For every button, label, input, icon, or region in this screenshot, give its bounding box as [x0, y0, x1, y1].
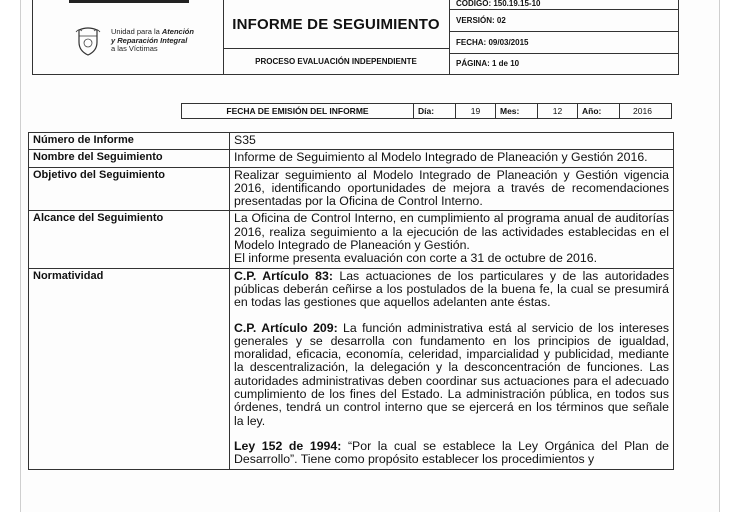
logo-line-1: Unidad para la	[111, 27, 160, 36]
report-info-table	[28, 132, 674, 470]
alcance-paragraph-2: El informe presenta evaluación con corte a 31 de octubre de 2016.	[234, 251, 597, 266]
date-label: FECHA: 09/03/2015	[449, 32, 678, 54]
row-value: Realizar seguimiento al Modelo Integrado de Planeación y Gestión vigencia 2016, identificando oportunidades de mejora a través de recomendaciones presentadas por la Oficina de Control Interno.	[230, 167, 674, 211]
emission-date-bar	[181, 103, 672, 119]
row-label: Objetivo del Seguimiento	[29, 167, 230, 211]
header-top-rule	[69, 0, 189, 3]
table-row	[29, 150, 674, 167]
logo-area	[33, 0, 224, 74]
row-value	[230, 211, 674, 268]
row-label: Alcance del Seguimiento	[29, 211, 230, 268]
alcance-paragraph-1: La Oficina de Control Interno, en cumplimiento al programa anual de auditorías 2016, realiza seguimiento a la ejecución de las actividades establecidas en el Modelo Integrado de Planeación y Gestión.	[234, 211, 669, 253]
norm-paragraph	[234, 322, 669, 428]
row-label: Nombre del Seguimiento	[29, 150, 230, 167]
document-title: INFORME DE SEGUIMIENTO	[223, 0, 450, 49]
norm-text: Las actuaciones de los particulares y de las autoridades públicas deberán ceñirse a los postulados de la buena fe, la cual se presumirá en todas las gestiones que aquellos adelanten ante éstas.	[234, 268, 669, 310]
norm-text: “Por la cual se establece la Ley Orgánica del Plan de Desarrollo”. Tiene como propósito establecer los procedimientos y	[234, 438, 670, 467]
table-row	[29, 167, 674, 211]
row-value: Informe de Seguimiento al Modelo Integrado de Planeación y Gestión 2016.	[230, 150, 674, 167]
table-row	[29, 133, 674, 150]
row-value	[230, 268, 674, 469]
process-name: PROCESO EVALUACIÓN INDEPENDIENTE	[223, 48, 450, 74]
code-label: CODIGO: 150.19.15-10	[449, 0, 678, 10]
agency-logo-text	[111, 28, 194, 54]
norm-title: C.P. Artículo 209:	[234, 320, 338, 335]
page-label: PÁGINA: 1 de 10	[456, 59, 520, 68]
row-value: S35	[230, 133, 674, 150]
month-value: 12	[538, 104, 578, 118]
logo-line-1b: Atención	[161, 27, 194, 36]
norm-title: Ley 152 de 1994:	[234, 438, 342, 453]
table-row	[29, 211, 674, 268]
version-label: VERSIÓN: 02	[449, 10, 678, 32]
coat-of-arms-icon	[75, 26, 101, 56]
row-label: Normatividad	[29, 268, 230, 469]
year-label: Año:	[578, 104, 620, 118]
norm-title: C.P. Artículo 83:	[234, 268, 333, 283]
norm-text: La función administrativa está al servicio de los intereses generales y se desarrolla con fundamento en los principios de igualdad, moralidad, eficacia, economía, celeridad, imparcialidad y publicidad, mediante la descentralización, la delegación y la desconcentración de funciones. Las autoridades administrativas deben coordinar sus actuaciones para el adecuado cumplimiento de los fines del Estado. La administración pública, en todos sus órdenes, tendrá un control interno que se ejercerá en los términos que señale la ley.	[234, 320, 669, 428]
day-value: 19	[456, 104, 496, 118]
table-row	[29, 268, 674, 469]
logo-line-2: y Reparación Integral	[111, 35, 188, 45]
norm-paragraph	[234, 270, 669, 310]
logo-line-3: a las Víctimas	[111, 44, 158, 53]
row-label: Número de Informe	[29, 133, 230, 150]
day-label: Día:	[414, 104, 456, 118]
month-label: Mes:	[496, 104, 538, 118]
emission-label: FECHA DE EMISIÓN DEL INFORME	[182, 104, 414, 118]
norm-paragraph	[234, 440, 669, 467]
document-metadata	[449, 0, 678, 74]
year-value: 2016	[633, 106, 652, 116]
document-header	[32, 0, 679, 75]
